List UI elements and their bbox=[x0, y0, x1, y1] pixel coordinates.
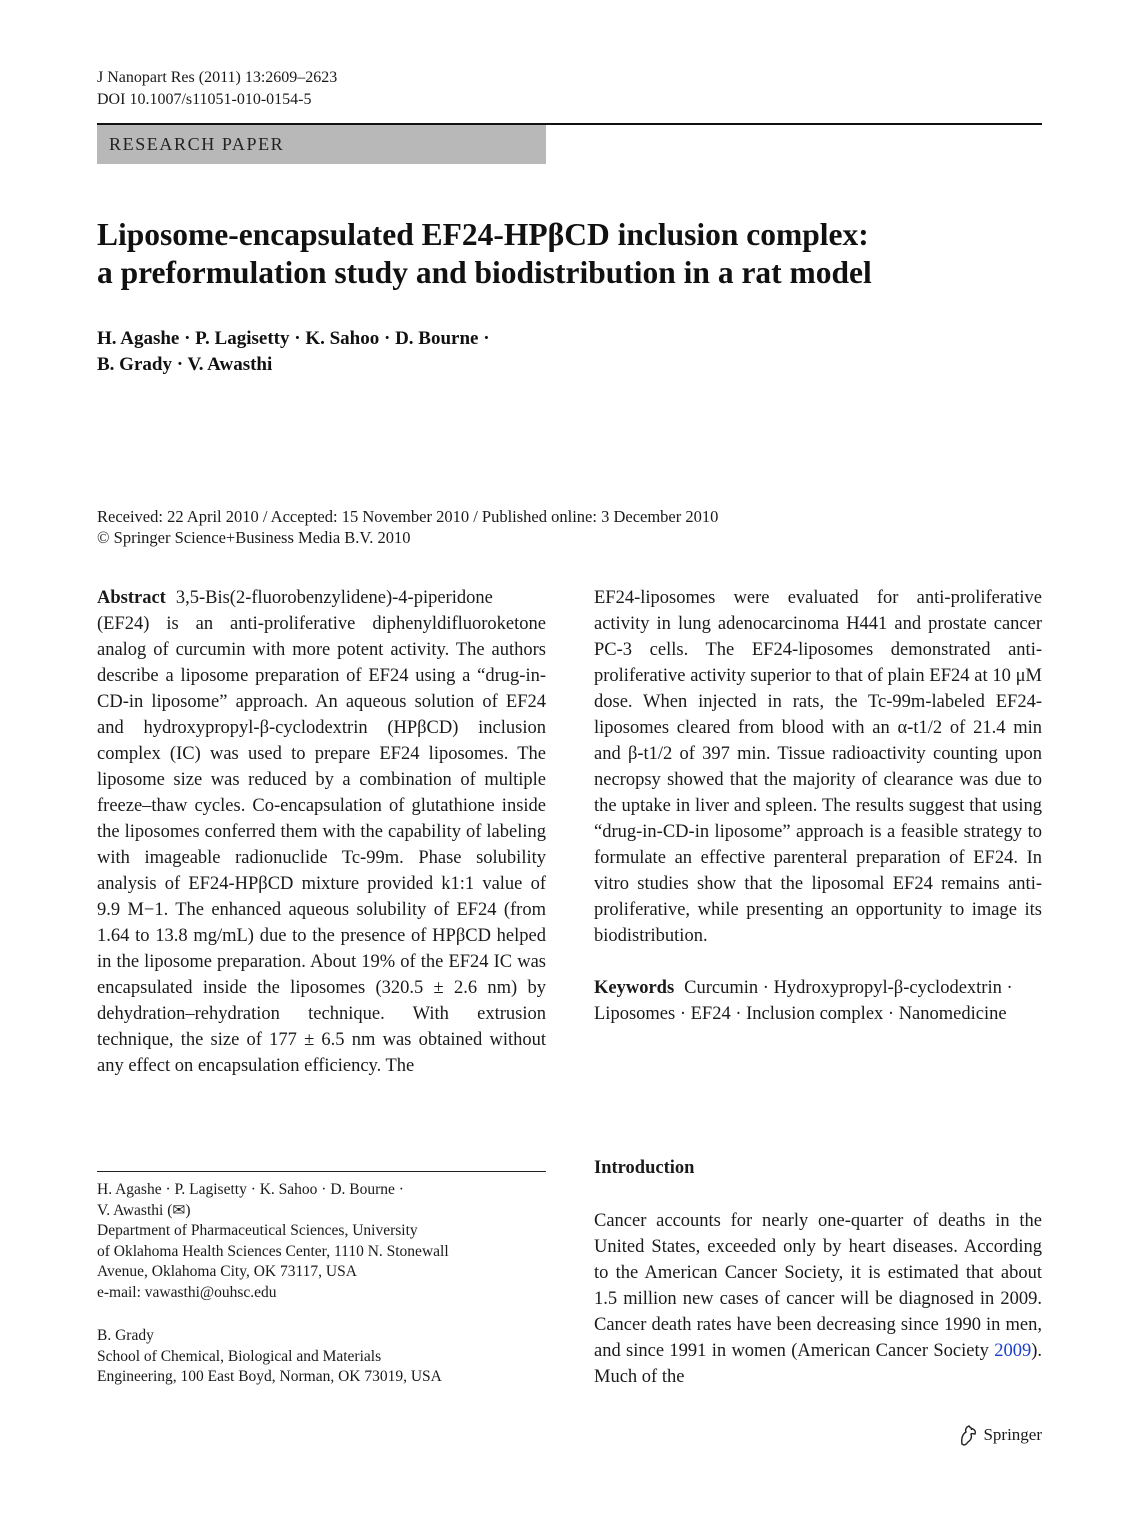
section-banner: RESEARCH PAPER bbox=[97, 125, 546, 164]
footnote-rule bbox=[97, 1171, 546, 1172]
keywords-text: Curcumin · Hydroxypropyl-β-cyclodextrin · Liposomes · EF24 · Inclusion complex · Nanomedicine bbox=[594, 978, 1013, 1024]
abstract-text-part1: 3,5-Bis(2-fluorobenzylidene)-4-piperidone (EF24) is an anti-proliferative diphenyldifluoroketone analog of curcumin with more potent activity. The authors describe a liposome preparation of EF24 using a “drug-in-CD-in liposome” approach. An aqueous solution of EF24 and hydroxypropyl-β-cyclodextrin (HPβCD) inclusion complex (IC) was used to prepare EF24 liposomes. The liposome size was reduced by a combination of multiple freeze–thaw cycles. Co-encapsulation of glutathione inside the liposomes conferred them with the capability of labeling with imageable radionuclide Tc-99m. Phase solubility analysis of EF24-HPβCD mixture provided k1:1 value of 9.9 M−1. The enhanced aqueous solubility of EF24 (from 1.64 to 13.8 mg/mL) due to the presence of HPβCD helped in the liposome preparation. About 19% of the EF24 IC was encapsulated inside the liposomes (320.5 ± 2.6 nm) by dehydration–rehydration technique. With extrusion technique, the size of 177 ± 6.5 nm was obtained without any effect on encapsulation efficiency. The bbox=[97, 588, 546, 1076]
publisher-name: Springer bbox=[983, 1425, 1042, 1444]
authors-line-1: H. Agashe · P. Lagisetty · K. Sahoo · D. Bourne · bbox=[97, 328, 490, 349]
journal-citation: J Nanopart Res (2011) 13:2609–2623 bbox=[97, 69, 338, 86]
authors-line-2: B. Grady · V. Awasthi bbox=[97, 354, 273, 375]
affiliation-line: Avenue, Oklahoma City, OK 73117, USA bbox=[97, 1263, 357, 1281]
copyright-line: © Springer Science+Business Media B.V. 2010 bbox=[97, 528, 411, 547]
history-dates: Received: 22 April 2010 / Accepted: 15 November 2010 / Published online: 3 December 2010 bbox=[97, 507, 719, 526]
publication-dates bbox=[97, 506, 718, 548]
keywords-block bbox=[594, 975, 1042, 1027]
affiliation-names: H. Agashe · P. Lagisetty · K. Sahoo · D. Bourne · bbox=[97, 1181, 404, 1198]
title-line-1: Liposome-encapsulated EF24-HPβCD inclusion complex: bbox=[97, 217, 869, 252]
abstract-label: Abstract bbox=[97, 588, 166, 608]
doi: DOI 10.1007/s11051-010-0154-5 bbox=[97, 91, 312, 108]
affiliation-line: of Oklahoma Health Sciences Center, 1110 N. Stonewall bbox=[97, 1242, 449, 1260]
affiliation-line: School of Chemical, Biological and Materials bbox=[97, 1347, 382, 1365]
abstract-right-column bbox=[594, 585, 1042, 1027]
paper-title bbox=[97, 216, 1042, 292]
affiliation-group-2 bbox=[97, 1326, 546, 1388]
author-list bbox=[97, 326, 797, 378]
springer-horse-icon bbox=[958, 1424, 978, 1446]
introduction-text bbox=[594, 1208, 1042, 1390]
affiliation-line: Department of Pharmaceutical Sciences, University bbox=[97, 1222, 418, 1240]
corresponding-author: V. Awasthi (✉) bbox=[97, 1201, 191, 1219]
publisher-mark bbox=[958, 1424, 1042, 1446]
intro-text-tail: ). Much of the bbox=[594, 1341, 1042, 1387]
abstract-left-column bbox=[97, 585, 546, 1079]
citation-link[interactable]: 2009 bbox=[994, 1341, 1032, 1361]
abstract-text-part2: EF24-liposomes were evaluated for anti-proliferative activity in lung adenocarcinoma H441 and prostate cancer PC-3 cells. The EF24-liposomes demonstrated anti-proliferative activity superior to that of plain EF24 at 10 μM dose. When injected in rats, the Tc-99m-labeled EF24-liposomes cleared from blood with an α-t1/2 of 21.4 min and β-t1/2 of 397 min. Tissue radioactivity counting upon necropsy showed that the majority of clearance was due to the uptake in liver and spleen. The results suggest that using “drug-in-CD-in liposome” approach is a feasible strategy to formulate an effective parenteral preparation of EF24. In vitro studies show that the liposomal EF24 remains anti-proliferative, while presenting an opportunity to image its biodistribution. bbox=[594, 588, 1042, 946]
title-line-2: a preformulation study and biodistribution in a rat model bbox=[97, 255, 872, 290]
affiliation-name: B. Grady bbox=[97, 1327, 154, 1344]
affiliation-line: Engineering, 100 East Boyd, Norman, OK 73019, USA bbox=[97, 1368, 442, 1386]
affiliation-group-1 bbox=[97, 1180, 546, 1304]
email-line[interactable]: e-mail: vawasthi@ouhsc.edu bbox=[97, 1283, 277, 1301]
intro-text-body: Cancer accounts for nearly one-quarter of deaths in the United States, exceeded only by heart diseases. According to the American Cancer Society, it is estimated that about 1.5 million new cases of cancer will be diagnosed in 2009. Cancer death rates have been decreasing since 1990 in men, and since 1991 in women (American Cancer Society bbox=[594, 1211, 1042, 1361]
introduction-heading: Introduction bbox=[594, 1158, 695, 1178]
keywords-label: Keywords bbox=[594, 978, 675, 998]
